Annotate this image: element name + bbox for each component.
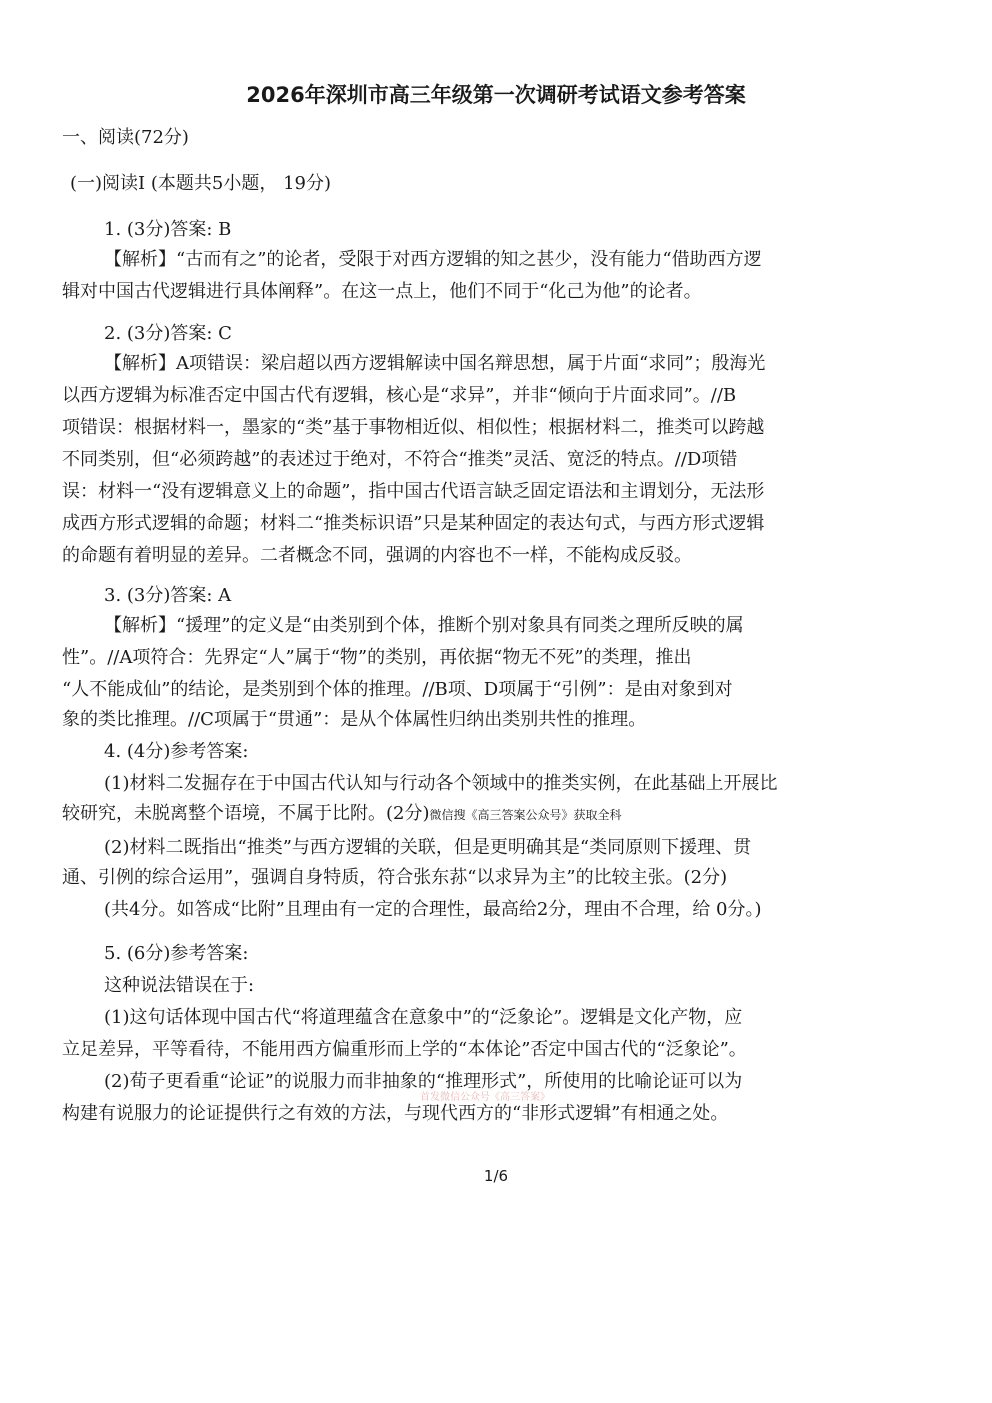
question-2-analysis-line: 成西方形式逻辑的命题；材料二“推类标识语”只是某种固定的表达句式，与西方形式逻辑 — [62, 513, 765, 534]
question-2-answer: 2. (3分)答案: C — [104, 323, 232, 344]
document-title: 2026年深圳市高三年级第一次调研考试语文参考答案 — [246, 83, 746, 107]
question-1-analysis-line: 辑对中国古代逻辑进行具体阐释”。在这一点上，他们不同于“化己为他”的论者。 — [62, 281, 702, 302]
question-3-analysis-line: 象的类比推理。//C项属于“贯通”：是从个体属性归纳出类别共性的推理。 — [62, 709, 647, 730]
question-3-answer: 3. (3分)答案: A — [104, 585, 232, 606]
question-2-analysis-line: 的命题有着明显的差异。二者概念不同，强调的内容也不一样，不能构成反驳。 — [62, 545, 692, 566]
section-heading-reading: 一、阅读(72分) — [62, 127, 189, 148]
question-3-analysis-line: 【解析】“援理”的定义是“由类别到个体，推断个别对象具有同类之理所反映的属 — [104, 615, 744, 636]
question-5-point-line: 立足差异，平等看待，不能用西方偏重形而上学的“本体论”否定中国古代的“泛象论”。 — [62, 1039, 747, 1060]
question-2-analysis-line: 项错误：根据材料一，墨家的“类”基于事物相近似、相似性；根据材料二，推类可以跨越 — [62, 417, 765, 438]
question-5-point-line: 构建有说服力的论证提供行之有效的方法，与现代西方的“非形式逻辑”有相通之处。 — [62, 1103, 729, 1124]
question-5-point-line: (2)荀子更看重“论证”的说服力而非抽象的“推理形式”，所使用的比喻论证可以为 — [104, 1071, 743, 1092]
question-1-answer: 1. (3分)答案: B — [104, 219, 232, 240]
question-4-point-1-text: 较研究，未脱离整个语境，不属于比附。(2分) — [62, 803, 430, 824]
question-3-analysis-line: 性”。//A项符合：先界定“人”属于“物”的类别，再依据“物无不死”的类理，推出 — [62, 647, 692, 668]
question-4-scoring-note: (共4分。如答成“比附”且理由有一定的合理性，最高给2分，理由不合理，给 0分。) — [104, 899, 762, 920]
question-5-point-line: (1)这句话体现中国古代“将道理蕴含在意象中”的“泛象论”。逻辑是文化产物，应 — [104, 1007, 743, 1028]
question-1-analysis-line: 【解析】“古而有之”的论者，受限于对西方逻辑的知之甚少，没有能力“借助西方逻 — [104, 249, 762, 270]
page-number: 1/6 — [483, 1167, 509, 1185]
watermark-note: 微信搜《高三答案公众号》获取全科 — [429, 808, 622, 822]
question-4-point-1-line: (1)材料二发掘存在于中国古代认知与行动各个领域中的推类实例，在此基础上开展比 — [104, 773, 778, 794]
question-2-analysis-line: 不同类别，但“必须跨越”的表述过于绝对，不符合“推类”灵活、宽泛的特点。//D项错 — [62, 449, 738, 470]
question-4-heading: 4. (4分)参考答案: — [104, 741, 249, 762]
question-4-point-1-line — [62, 802, 622, 827]
question-4-point-2-line: 通、引例的综合运用”，强调自身特质，符合张东荪“以求异为主”的比较主张。(2分) — [62, 867, 728, 888]
question-4-point-2-line: (2)材料二既指出“推类”与西方逻辑的关联，但是更明确其是“类同原则下援理、贯 — [104, 837, 752, 858]
question-3-analysis-line: “人不能成仙”的结论，是类别到个体的推理。//B项、D项属于“引例”：是由对象到对 — [62, 679, 733, 700]
question-5-heading: 5. (6分)参考答案: — [104, 943, 249, 964]
question-2-analysis-line: 以西方逻辑为标准否定中国古代有逻辑，核心是“求异”，并非“倾向于片面求同”。//B — [62, 385, 737, 406]
question-5-intro: 这种说法错误在于: — [104, 975, 255, 996]
faint-watermark: 首发微信公众号《高三答案》 — [420, 1092, 550, 1103]
question-2-analysis-line: 【解析】A项错误：梁启超以西方逻辑解读中国名辩思想，属于片面“求同”；殷海光 — [104, 353, 766, 374]
question-2-analysis-line: 误：材料一“没有逻辑意义上的命题”，指中国古代语言缺乏固定语法和主谓划分，无法形 — [62, 481, 765, 502]
subsection-heading-reading-1: (一)阅读Ⅰ (本题共5小题， 19分) — [70, 173, 331, 194]
